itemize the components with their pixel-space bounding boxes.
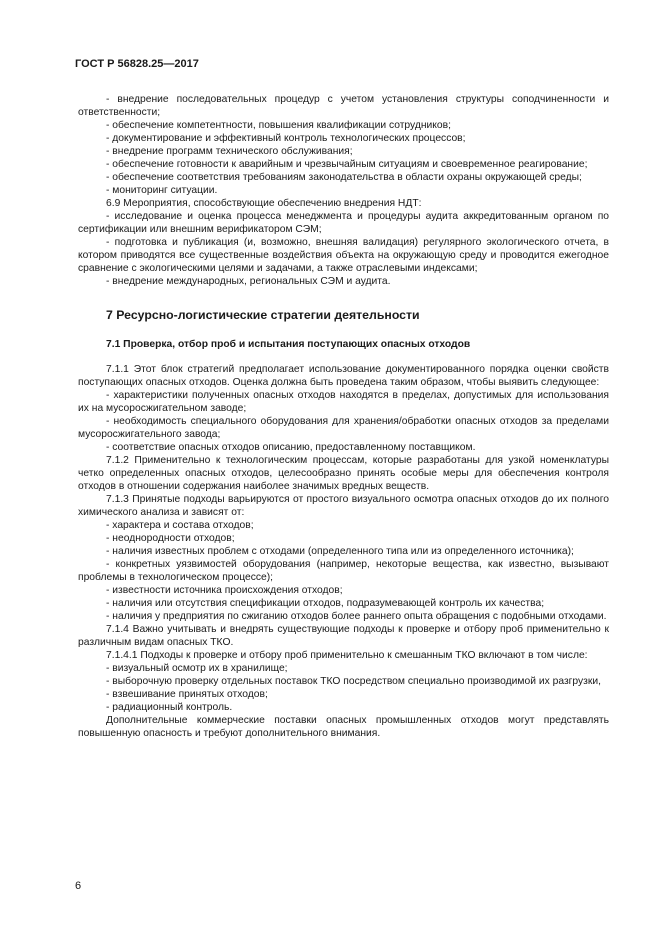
paragraph: - характеристики полученных опасных отходов находятся в пределах, допустимых для использования их на мусоросжигательном заводе; (78, 390, 609, 414)
paragraph: - соответствие опасных отходов описанию, предоставленному поставщиком. (106, 442, 476, 453)
paragraph: - конкретных уязвимостей оборудования (например, некоторые вещества, как известно, вызывают проблемы в технологическом процессе); (78, 559, 609, 583)
paragraph: - наличия или отсутствия спецификации отходов, подразумевающей контроль их качества; (106, 598, 545, 609)
paragraph: 7.1.2 Применительно к технологическим процессам, которые разработаны для узкой номенклатуры четко определенных опасных отходов, целесообразно принять особые меры для обеспечения контроля отходов в отношении содержания наиболее значимых вредных веществ. (78, 455, 609, 492)
paragraph: - документирование и эффективный контроль технологических процессов; (106, 133, 466, 144)
paragraph: - неоднородности отходов; (106, 533, 235, 544)
paragraph: - известности источника происхождения отходов; (106, 585, 343, 596)
paragraph: - внедрение последовательных процедур с учетом установления структуры соподчиненности и ответственности; (78, 94, 609, 118)
paragraph: 7.1.1 Этот блок стратегий предполагает использование документированного порядка оценки свойств поступающих опасных отходов. Оценка должна быть проведена таким образом, чтобы выявить следующее: (78, 364, 609, 388)
paragraph: - выборочную проверку отдельных поставок ТКО посредством специально производимой их разгрузки, (106, 676, 602, 687)
paragraph: - радиационный контроль. (106, 702, 233, 713)
section-heading: 7 Ресурсно-логистические стратегии деятельности (106, 308, 420, 322)
paragraph: 7.1.4.1 Подходы к проверке и отбору проб применительно к смешанным ТКО включают в том числе: (106, 650, 588, 661)
paragraph-group-after (78, 363, 609, 740)
paragraph: - внедрение международных, региональных СЭМ и аудита. (106, 276, 391, 287)
paragraph: - необходимость специального оборудования для хранения/обработки опасных отходов за пределами мусоросжигательного завода; (78, 416, 609, 440)
paragraph: - наличия известных проблем с отходами (определенного типа или из определенного источника); (106, 546, 574, 557)
paragraph: 7.1.4 Важно учитывать и внедрять существующие подходы к проверке и отбору проб применительно к различным видам опасных ТКО. (78, 624, 609, 648)
paragraph: - взвешивание принятых отходов; (106, 689, 268, 700)
paragraph: - внедрение программ технического обслуживания; (106, 146, 353, 157)
paragraph: Дополнительные коммерческие поставки опасных промышленных отходов могут представлять повышенную опасность и требуют дополнительного внимания. (78, 715, 609, 739)
subsection-heading: 7.1 Проверка, отбор проб и испытания поступающих опасных отходов (106, 339, 471, 350)
paragraph: 7.1.3 Принятые подходы варьируются от простого визуального осмотра опасных отходов до их полного химического анализа и зависят от: (78, 494, 609, 518)
paragraph: - исследование и оценка процесса менеджмента и процедуры аудита аккредитованным органом по сертификации или внешним верификатором СЭМ; (78, 211, 609, 235)
paragraph: 6.9 Мероприятия, способствующие обеспечению внедрения НДТ: (106, 198, 422, 209)
document-code-header: ГОСТ Р 56828.25—2017 (75, 58, 199, 70)
paragraph-group-before (78, 93, 609, 288)
page-number: 6 (75, 880, 82, 892)
paragraph: - визуальный осмотр их в хранилище; (106, 663, 288, 674)
paragraph: - обеспечение готовности к аварийным и чрезвычайным ситуациям и своевременное реагирование; (106, 159, 588, 170)
paragraph: - обеспечение соответствия требованиям законодательства в области охраны окружающей среды; (106, 172, 582, 183)
document-body (78, 93, 609, 740)
paragraph: - обеспечение компетентности, повышения квалификации сотрудников; (106, 120, 451, 131)
paragraph: - мониторинг ситуации. (106, 185, 218, 196)
paragraph: - наличия у предприятия по сжиганию отходов более раннего опыта обращения с подобными отходами. (106, 611, 607, 622)
paragraph: - характера и состава отходов; (106, 520, 254, 531)
paragraph: - подготовка и публикация (и, возможно, внешняя валидация) регулярного экологического отчета, в котором приводятся все существенные воздействия объекта на окружающую среду и проводится ежегодное сравнение с экологическими целями и задачами, а также отраслевыми индексами; (78, 237, 609, 274)
